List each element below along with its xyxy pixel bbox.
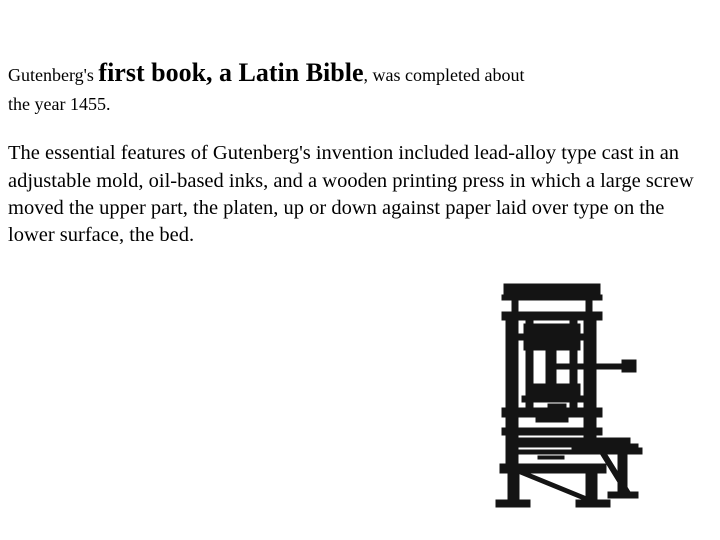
slide-text-block [8,56,714,249]
paragraph-one-second-line: the year 1455. [8,93,111,114]
paragraph-one-bold-title: first book, a Latin Bible [98,58,364,87]
wooden-printing-press-illustration [452,278,678,510]
paragraph-one-lead-small: Gutenberg's [8,65,99,85]
paragraph-one-tail-small: , was completed about [363,65,525,85]
paragraph-two: The essential features of Gutenberg's invention included lead-alloy type cast in an adjustable mold, oil-based inks, and a wooden printing press in which a large screw moved the upper part, the platen, up or down against paper laid over type on the lower surface, the bed. [8,142,694,247]
paragraph-one [8,56,714,118]
